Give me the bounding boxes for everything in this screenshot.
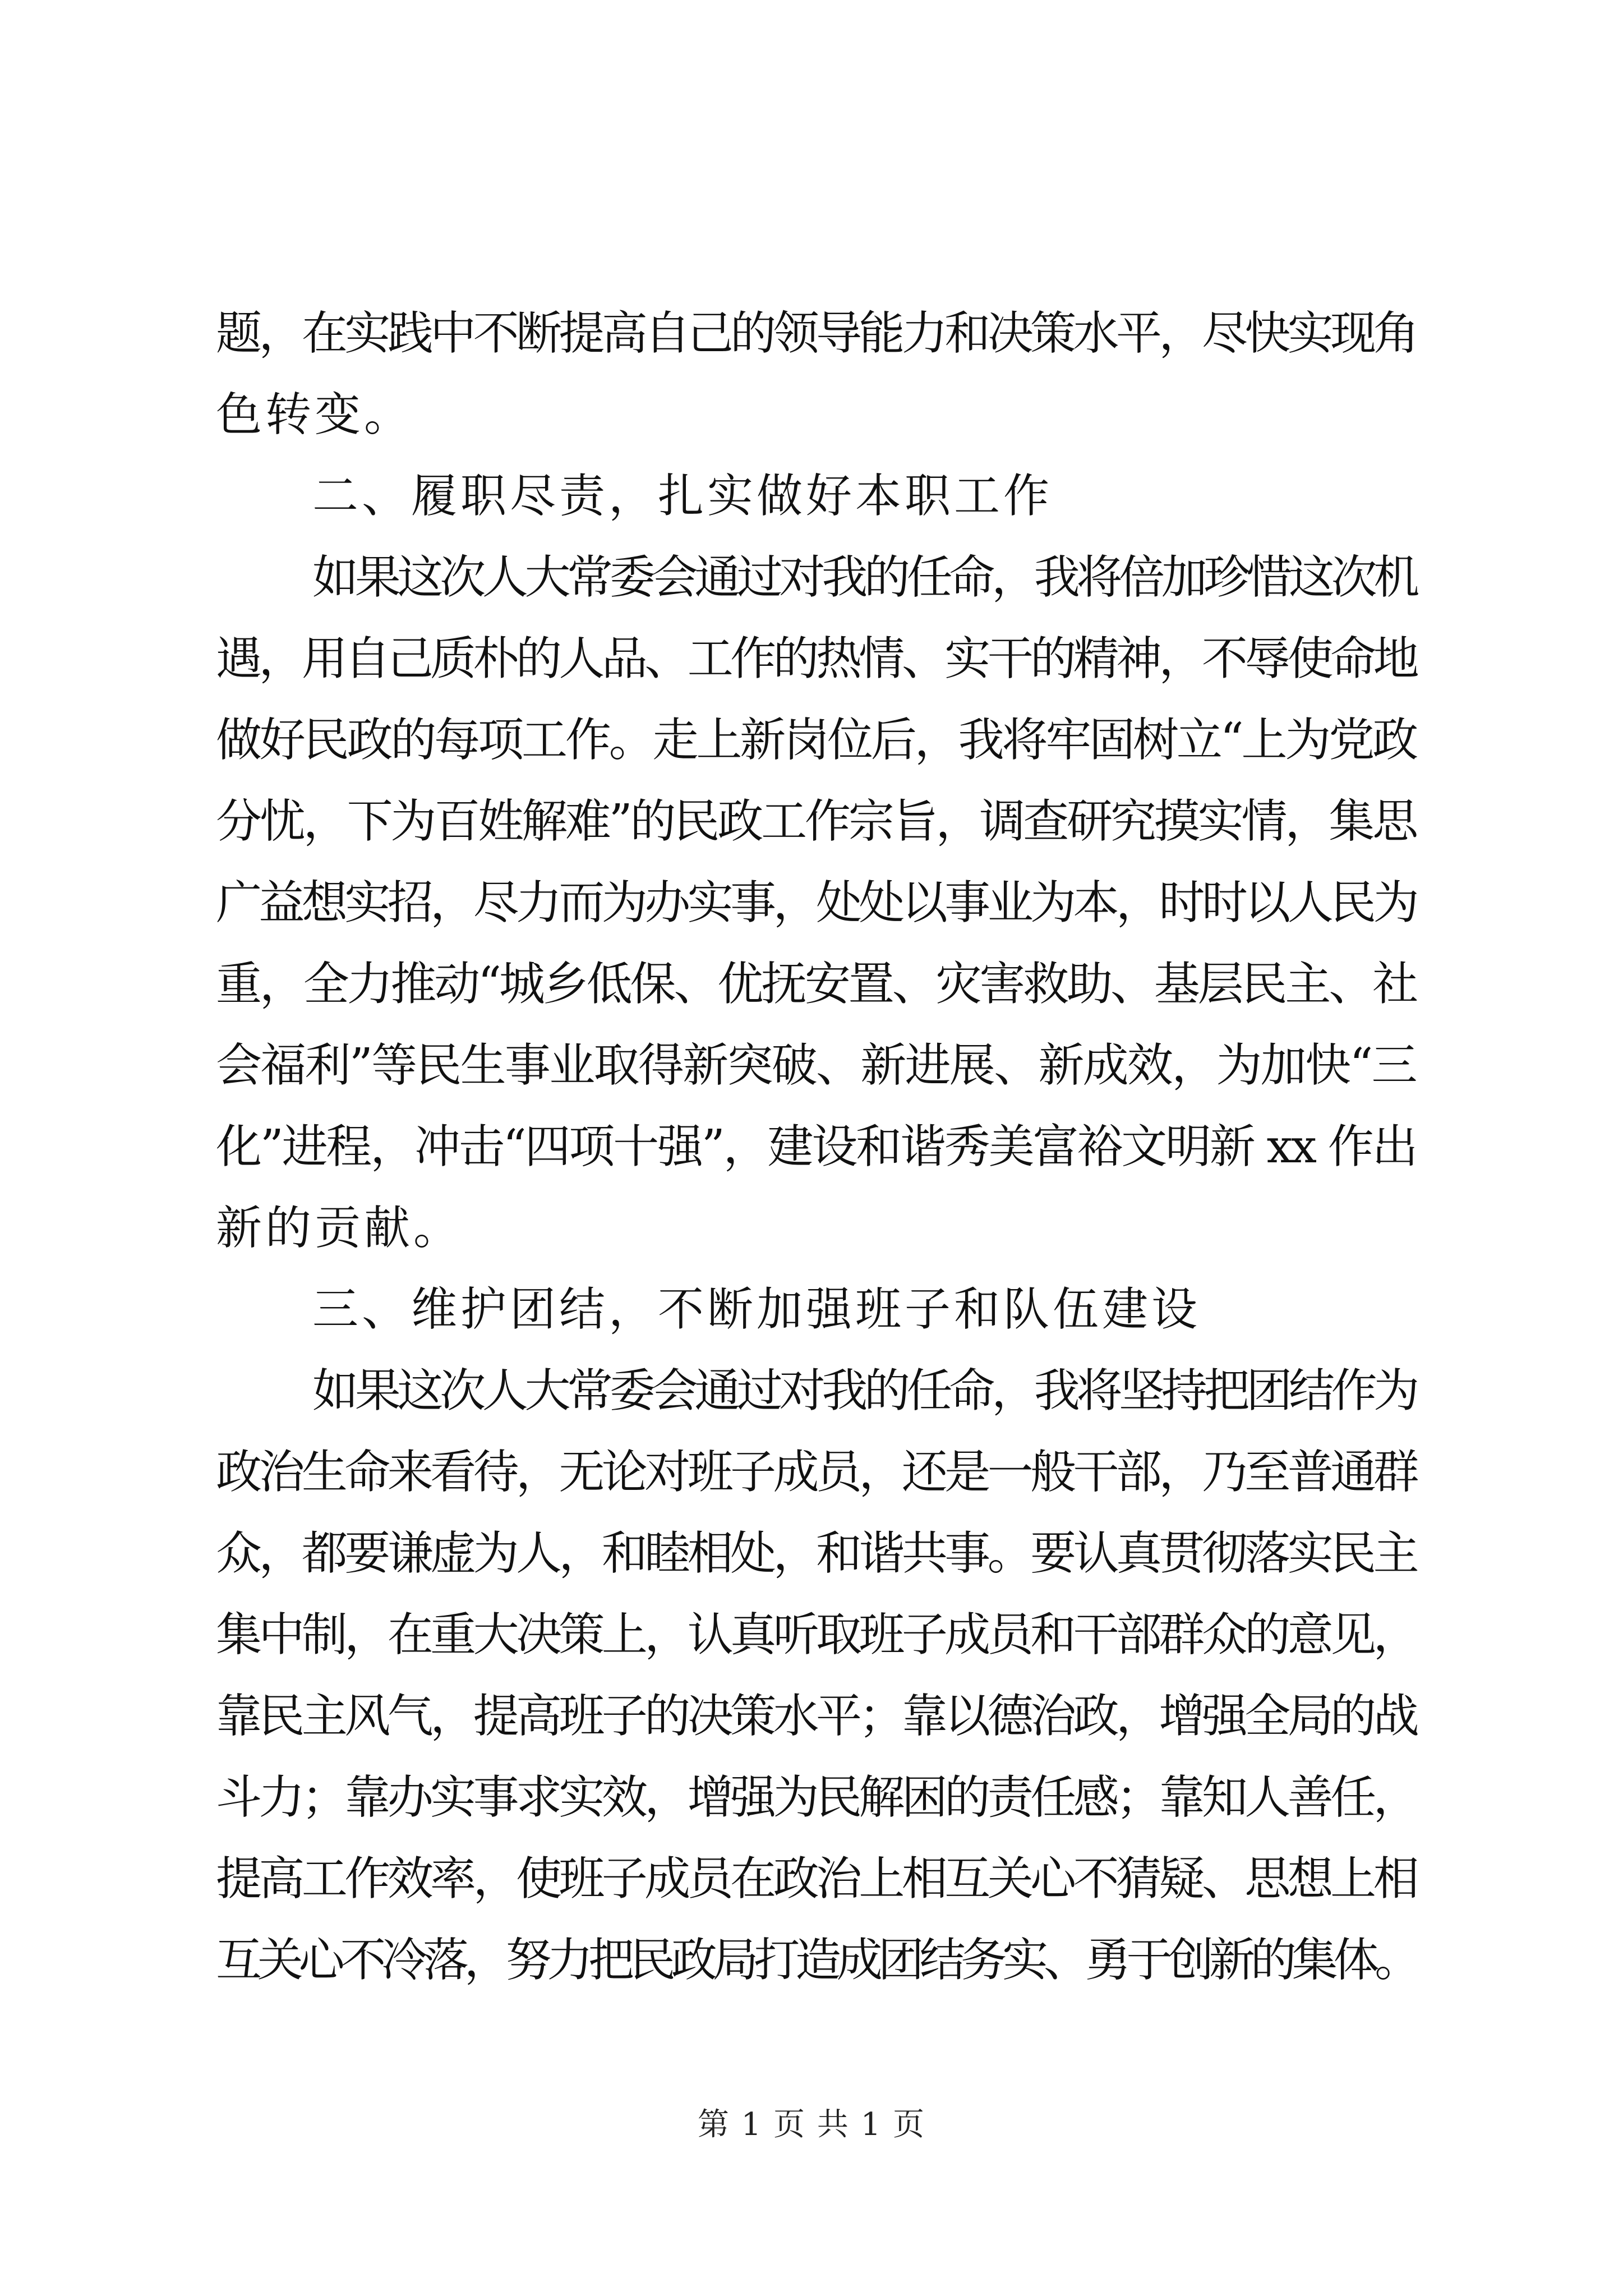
text-line: 广益想实招，尽力而为办实事，处处以事业为本，时时以人民为 [216,876,1417,930]
text-line: 斗力；靠办实事求实效，增强为民解困的责任感；靠知人善任， [216,1771,1417,1824]
text-line: 题，在实践中不断提高自己的领导能力和决策水平，尽快实现角 [216,307,1417,360]
text-line: 政治生命来看待，无论对班子成员，还是一般干部，乃至普通群 [216,1446,1417,1499]
text-line: 化”进程，冲击“四项十强”，建设和谐秀美富裕文明新 xx 作出 [216,1120,1417,1174]
text-line: 互关心不冷落，努力把民政局打造成团结务实、勇于创新的集体。 [216,1934,1417,1987]
page-footer: 第 1 页 共 1 页 [697,2106,926,2143]
text-line: 重，全力推动“城乡低保、优抚安置、灾害救助、基层民主、社 [216,958,1416,1011]
text-line: 新的贡献。 [216,1202,463,1255]
text-line: 遇，用自己质朴的人品、工作的热情、实干的精神，不辱使命地 [216,632,1417,685]
text-line: 靠民主风气，提高班子的决策水平；靠以德治政，增强全局的战 [216,1690,1417,1743]
text-line: 做好民政的每项工作。走上新岗位后，我将牢固树立“上为党政 [216,714,1416,767]
text-line: 集中制，在重大决策上，认真听取班子成员和干部群众的意见， [216,1608,1417,1662]
text-line: 如果这次人大常委会通过对我的任命，我将坚持把团结作为 [312,1364,1417,1418]
text-line: 会福利”等民生事业取得新突破、新进展、新成效，为加快“三 [216,1039,1416,1092]
text-line: 众，都要谦虚为人，和睦相处，和谐共事。要认真贯彻落实民主 [216,1527,1417,1580]
text-line: 三、维护团结，不断加强班子和队伍建设 [312,1283,1201,1336]
text-line: 分忧，下为百姓解难”的民政工作宗旨，调查研究摸实情，集思 [216,795,1416,848]
text-line: 如果这次人大常委会通过对我的任命，我将倍加珍惜这次机 [312,551,1417,604]
text-line: 提高工作效率，使班子成员在政治上相互关心不猜疑、思想上相 [216,1852,1417,1906]
text-line: 色转变。 [216,388,414,441]
text-line: 二、履职尽责，扎实做好本职工作 [312,470,1053,523]
